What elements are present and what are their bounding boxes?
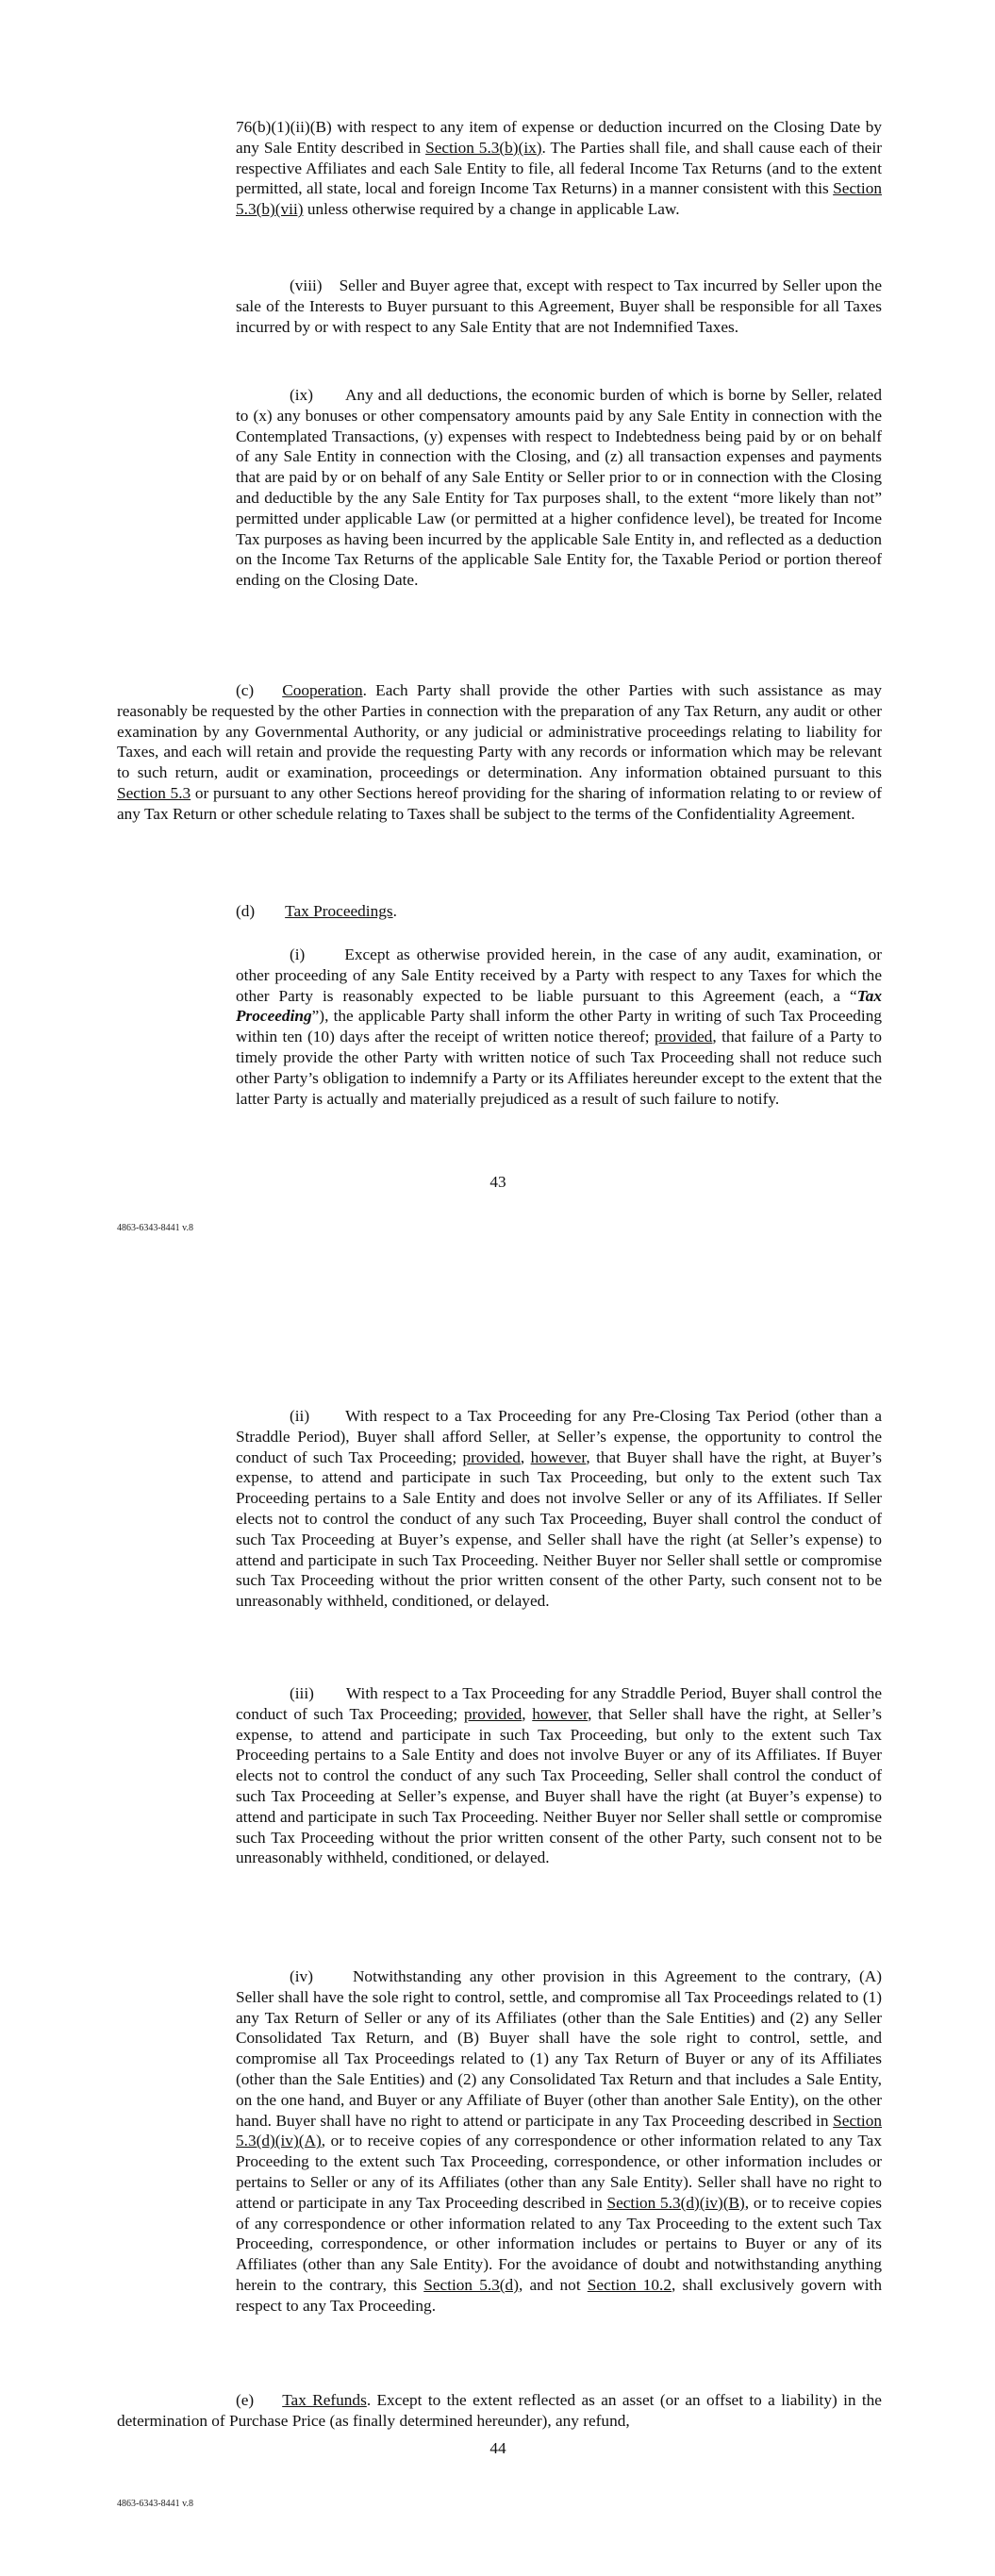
text: ,: [522, 1704, 533, 1723]
section-reference-link[interactable]: Section 5.3(b)(vii): [236, 179, 882, 219]
section-reference-link[interactable]: Section 5.3(b)(ix): [425, 138, 542, 157]
page-number: 43: [489, 1173, 506, 1191]
text: or pursuant to any other Sections hereof providing for the sharing of information relating to or review of any Tax Return or other schedule relating to Taxes shall be subject to the terms of the Confidentiality Agreement.: [117, 783, 882, 823]
text: Any and all deductions, the economic burden of which is borne by Seller, related to (x) any bonuses or other compensatory amounts paid by any Sale Entity in connection with the Contemplated Transactions, (y) expenses with respect to Indebtedness being paid by or on behalf of any Sale Entity in connection with the Closing, and (z) all transaction expenses and payments that are paid by or on behalf of any Sale Entity or Seller prior to or in connection with the Closing and deductible by the any Sale Entity for Tax purposes shall, to the extent “more likely than not” permitted under applicable Law (or permitted at a higher confidence level), be treated for Income Tax purposes as having been incurred by the applicable Sale Entity in, and reflected as a deduction on the Income Tax Returns of the applicable Sale Entity for, the Taxable Period or portion thereof ending on the Closing Date.: [236, 386, 882, 590]
text: , or to receive copies of any correspondence or other information related to any Tax Proceeding to the extent such Tax Proceeding, correspondence, or other information includes or pertains to Buyer or any of its Affiliates (other than any Sale Entity). For the avoidance of doubt and notwithstanding anything herein to the contrary, this: [236, 2193, 882, 2294]
paragraph-viii: [236, 276, 882, 337]
clause-number: (c): [236, 681, 255, 699]
document-id: 4863-6343-8441 v.8: [117, 2499, 194, 2509]
paragraph-iii: [236, 1683, 882, 1868]
section-reference-link[interactable]: Section 10.2: [587, 2275, 672, 2294]
text: , that failure of a Party to timely provide the other Party with written notice of such Tax Proceeding shall not reduce such other Party’s obligation to indemnify a Party or its Affiliates hereunder except to the extent that the latter Party is actually and materially prejudiced as a result of such failure to notify.: [236, 1028, 882, 1108]
paragraph-i: [236, 945, 882, 1109]
text: ,: [520, 1447, 531, 1466]
defined-term: Tax Proceeding: [236, 986, 882, 1026]
paragraph-ix: [236, 385, 882, 591]
section-title: Cooperation: [282, 681, 363, 699]
text: , or to receive copies of any correspondence or other information related to any Tax Proceeding to the extent such Tax Proceeding, correspondence, or other information includes or pertains to Seller or any of its Affiliates (other than any Sale Entity). Seller shall have no right to attend or participate in any Tax Proceeding described in: [236, 2132, 882, 2212]
clause-number: (iv): [290, 1967, 313, 1985]
text: With respect to a Tax Proceeding for any Pre-Closing Tax Period (other than a Straddle Period), Buyer shall afford Seller, at Seller’s expense, the opportunity to control the conduct of such Tax Proceeding;: [236, 1407, 882, 1466]
paragraph-e-tax-refunds: [117, 2390, 882, 2432]
section-title: Tax Proceedings: [285, 902, 393, 920]
text: With respect to a Tax Proceeding for any Straddle Period, Buyer shall control the conduct of such Tax Proceeding;: [236, 1684, 882, 1723]
paragraph-c-cooperation: [117, 680, 882, 825]
clause-number: (d): [236, 902, 256, 920]
section-reference-link[interactable]: Section 5.3(d)(iv)(B): [606, 2193, 745, 2212]
text: Notwithstanding any other provision in this Agreement to the contrary, (A) Seller shall have the sole right to control, settle, and compromise all Tax Proceedings related to (1) any Tax Return of Seller or any of its Affiliates (other than the Sale Entities) and (2) any Seller Consolidated Tax Return, and (B) Buyer shall have the sole right to control, settle, and compromise all Tax Proceedings related to (1) any Tax Return of Buyer or any of its Affiliates (other than the Sale Entities) and (2) any Consolidated Tax Return and that includes a Sale Entity, on the one hand, and Buyer or any Affiliate of Buyer (other than another Sale Entity), on the other hand. Buyer shall have no right to attend or participate in any Tax Proceeding described in: [236, 1967, 882, 2130]
clause-number: (viii): [290, 276, 323, 294]
document-page-44: [0, 1288, 995, 2576]
emphasis-provided: provided: [654, 1028, 713, 1046]
clause-number: (ii): [290, 1407, 310, 1425]
clause-number: (i): [290, 945, 306, 963]
emphasis-however: however: [530, 1447, 587, 1466]
text: . The Parties shall file, and shall cause each of their respective Affiliates and each Sale Entity to file, all federal Income Tax Returns (and to the extent permitted, all state, local and foreign Income Tax Returns) in a manner consistent with this: [236, 138, 883, 198]
paragraph-iv: [236, 1966, 882, 2317]
text: unless otherwise required by a change in applicable Law.: [303, 200, 680, 219]
text: , shall exclusively govern with respect to any Tax Proceeding.: [236, 2275, 882, 2315]
paragraph-ii: [236, 1406, 882, 1612]
text: Except as otherwise provided herein, in the case of any audit, examination, or other proceeding of any Sale Entity received by a Party with respect to any Taxes for which the other Party is reasonably expected to be liable pursuant to this Agreement (each, a “: [236, 945, 882, 1005]
section-reference-link[interactable]: Section 5.3: [117, 783, 191, 802]
emphasis-provided: provided: [462, 1447, 521, 1466]
section-reference-link[interactable]: Section 5.3(d)(iv)(A): [236, 2111, 882, 2150]
section-reference-link[interactable]: Section 5.3(d): [423, 2275, 519, 2294]
text: ”), the applicable Party shall inform the other Party in writing of such Tax Proceeding within ten (10) days after the receipt of written notice thereof;: [236, 1007, 882, 1046]
text: Seller and Buyer agree that, except with respect to Tax incurred by Seller upon the sale of the Interests to Buyer pursuant to this Agreement, Buyer shall be responsible for all Taxes incurred by or with respect to any Sale Entity that are not Indemnified Taxes.: [236, 276, 882, 336]
clause-number: (e): [236, 2391, 255, 2409]
emphasis-provided: provided: [463, 1704, 522, 1723]
text: . Each Party shall provide the other Parties with such assistance as may reasonably be requested by the other Parties in connection with the preparation of any Tax Return, any audit or other examination by any Governmental Authority, or any judicial or administrative proceedings relating to liability for Taxes, and each will retain and provide the requesting Party with any records or information which may be relevant to such return, audit or examination, proceedings or determination. Any information obtained pursuant to this: [117, 681, 882, 782]
text: . Except to the extent reflected as an asset (or an offset to a liability) in the determination of Purchase Price (as finally determined hereunder), any refund,: [117, 2391, 882, 2430]
emphasis-however: however: [532, 1704, 589, 1723]
text: , that Seller shall have the right, at Seller’s expense, to attend and participate in such Tax Proceeding, but only to the extent such Tax Proceeding pertains to a Sale Entity and does not involve Buyer or any of its Affiliates. If Buyer elects not to control the conduct of any such Tax Proceeding, Seller shall control the conduct of such Tax Proceeding at Seller’s expense, and Buyer shall have the right (at Buyer’s expense) to attend and participate in such Tax Proceeding. Neither Buyer nor Seller shall settle or compromise such Tax Proceeding without the prior written consent of the other Party, such consent not to be unreasonably withheld, conditioned, or delayed.: [236, 1704, 882, 1867]
text: , and not: [518, 2275, 588, 2294]
page-number: 44: [489, 2439, 506, 2457]
text: 76(b)(1)(ii)(B) with respect to any item of expense or deduction incurred on the Closing Date by any Sale Entity described in: [236, 118, 882, 157]
clause-number: (iii): [290, 1684, 314, 1702]
clause-number: (ix): [290, 386, 313, 404]
document-id: 4863-6343-8441 v.8: [117, 1223, 194, 1233]
text: , that Buyer shall have the right, at Buyer’s expense, to attend and participate in such Tax Proceeding, but only to the extent such Tax Proceeding pertains to a Sale Entity and does not involve Seller or any of its Affiliates. If Seller elects not to control the conduct of any such Tax Proceeding, Buyer shall control the conduct of such Tax Proceeding at Buyer’s expense, and Seller shall have the right (at Seller’s expense) to attend and participate in such Tax Proceeding. Neither Buyer nor Seller shall settle or compromise such Tax Proceeding without the prior written consent of the other Party, such consent not to be unreasonably withheld, conditioned, or delayed.: [236, 1447, 882, 1611]
paragraph-continuation: [236, 117, 882, 220]
section-title: Tax Refunds: [282, 2391, 367, 2409]
text: .: [392, 902, 397, 920]
heading-d-tax-proceedings: [236, 901, 397, 922]
